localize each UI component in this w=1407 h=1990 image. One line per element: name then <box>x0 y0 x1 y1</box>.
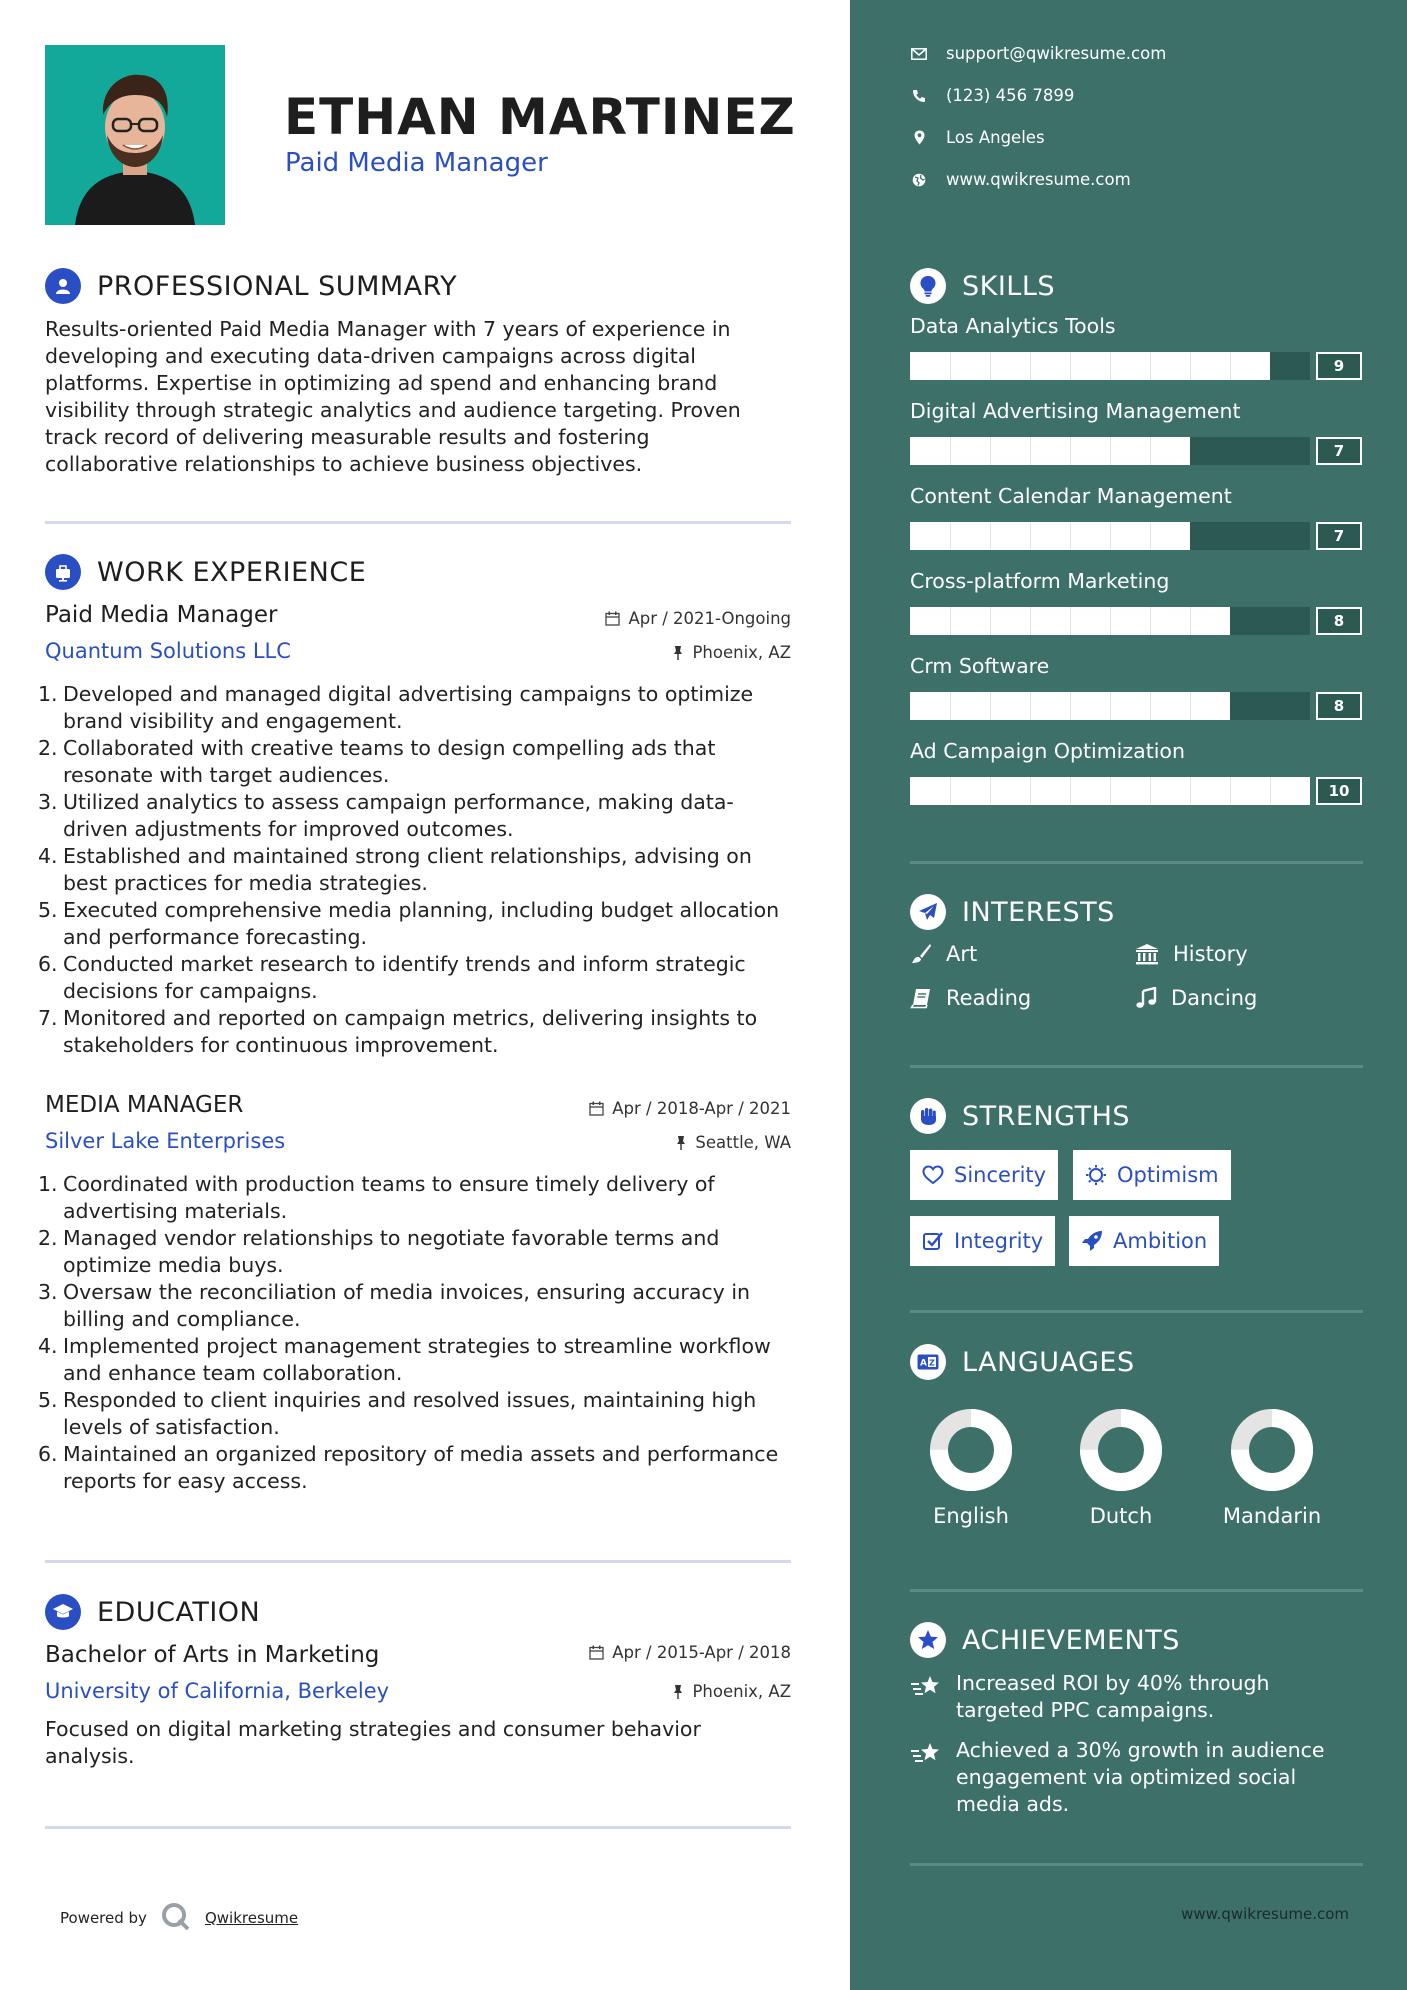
list-item: 5. Executed comprehensive media planning, including budget allocation and performance forecasting. <box>38 898 780 949</box>
interest-art <box>910 942 977 966</box>
achievement-text: Achieved a 30% growth in audience engagement via optimized social media ads. <box>956 1738 1325 1816</box>
strength-integrity <box>910 1216 1055 1266</box>
skill-bar <box>910 352 1310 380</box>
skill-bar-segment <box>1070 352 1071 380</box>
skill-level: 10 <box>1316 777 1362 805</box>
skill-bar-segment <box>1110 692 1111 720</box>
interest-label: History <box>1173 942 1248 966</box>
skill-bar-segment <box>1150 692 1151 720</box>
skill-bar-segment <box>990 437 991 465</box>
skill-bar-segment <box>1110 607 1111 635</box>
job-company: Quantum Solutions LLC <box>45 639 291 663</box>
fist-icon <box>910 1098 946 1134</box>
skill-bar-segment <box>1030 777 1031 805</box>
strength-optimism <box>1073 1150 1231 1200</box>
contact-location-text: Los Angeles <box>946 128 1045 147</box>
calendar-icon <box>605 611 620 626</box>
skill-bar-segment <box>1270 777 1271 805</box>
divider <box>45 1826 791 1829</box>
language-label: Dutch <box>1089 1504 1153 1528</box>
skill-bar-fill <box>910 692 1230 720</box>
list-item: 1. Coordinated with production teams to ensure timely delivery of advertising materials. <box>38 1172 715 1223</box>
graduation-icon <box>45 1594 81 1630</box>
envelope-icon <box>910 48 928 60</box>
skill-level: 7 <box>1316 437 1362 465</box>
skill-bar-segment <box>1150 522 1151 550</box>
contact-phone-text: (123) 456 7899 <box>946 86 1075 105</box>
skill-bar-segment <box>990 777 991 805</box>
job-title: MEDIA MANAGER <box>45 1092 244 1118</box>
sun-icon <box>1085 1164 1107 1186</box>
skill-bar-segment <box>950 437 951 465</box>
strengths-heading <box>910 1098 1130 1134</box>
job-location <box>675 1133 791 1152</box>
strength-label: Ambition <box>1113 1229 1208 1253</box>
skill-level: 8 <box>1316 607 1362 635</box>
achievements-title: ACHIEVEMENTS <box>962 1624 1180 1656</box>
skill-name: Content Calendar Management <box>910 484 1232 508</box>
achievement-item <box>910 1670 1350 1724</box>
language-english <box>911 1408 1031 1528</box>
contact-website-text: www.qwikresume.com <box>946 170 1131 189</box>
skill-bar-segment <box>990 607 991 635</box>
skill-bar-segment <box>1070 777 1071 805</box>
skill-bar-segment <box>1190 777 1191 805</box>
candidate-title: Paid Media Manager <box>285 148 548 178</box>
footer-url[interactable]: www.qwikresume.com <box>1181 1905 1349 1923</box>
job-dates <box>605 609 791 628</box>
contact-email-text: support@qwikresume.com <box>946 44 1167 63</box>
paintbrush-icon <box>910 943 932 965</box>
skill-bar-segment <box>950 692 951 720</box>
skill-bar-segment <box>990 692 991 720</box>
skill-bar-segment <box>950 777 951 805</box>
skill-bar-segment <box>1070 437 1071 465</box>
interests-heading <box>910 894 1115 930</box>
summary-title: PROFESSIONAL SUMMARY <box>97 270 458 302</box>
qwikresume-logo-icon <box>161 1902 191 1934</box>
job-title: Paid Media Manager <box>45 602 278 628</box>
languages-title: LANGUAGES <box>962 1346 1135 1378</box>
achievements-heading <box>910 1622 1180 1658</box>
education-description: Focused on digital marketing strategies and consumer behavior analysis. <box>45 1717 701 1768</box>
skill-bar-fill <box>910 607 1230 635</box>
language-mandarin <box>1212 1408 1332 1528</box>
list-item: 2. Managed vendor relationships to negotiate favorable terms and optimize media buys. <box>38 1226 720 1277</box>
skill-bar-segment <box>1030 607 1031 635</box>
skill-bar-segment <box>1030 437 1031 465</box>
divider <box>45 1560 791 1563</box>
svg-text:A: A <box>920 1358 927 1369</box>
achievement-item <box>910 1737 1350 1818</box>
experience-title: WORK EXPERIENCE <box>97 556 367 588</box>
skills-title: SKILLS <box>962 270 1056 302</box>
qwikresume-link[interactable]: Qwikresume <box>204 1909 299 1927</box>
interest-reading <box>910 986 1031 1010</box>
skill-bar-segment <box>950 522 951 550</box>
interest-history <box>1135 942 1248 966</box>
shooting-star-icon <box>910 1674 942 1700</box>
skill-bar <box>910 437 1310 465</box>
translate-icon <box>910 1344 946 1380</box>
phone-icon <box>910 89 928 103</box>
calendar-icon <box>589 1645 604 1660</box>
list-item: 6. Conducted market research to identify trends and inform strategic decisions for campaigns. <box>38 952 746 1003</box>
star-badge-icon <box>910 1622 946 1658</box>
list-item: 5. Responded to client inquiries and resolved issues, maintaining high levels of satisfaction. <box>38 1388 757 1439</box>
list-item: 4. Implemented project management strategies to streamline workflow and enhance team collaboration. <box>38 1334 771 1385</box>
powered-by <box>60 1902 298 1934</box>
list-item: 2. Collaborated with creative teams to design compelling ads that resonate with target audiences. <box>38 736 716 787</box>
powered-by-label: Powered by <box>60 1909 147 1927</box>
divider <box>910 1589 1363 1592</box>
education-location-text: Phoenix, AZ <box>692 1682 791 1701</box>
skill-bar-segment <box>990 352 991 380</box>
contact-phone[interactable] <box>910 86 1074 105</box>
contact-email[interactable] <box>910 44 1166 63</box>
education-dates-text: Apr / 2015-Apr / 2018 <box>612 1643 791 1662</box>
candidate-name: ETHAN MARTINEZ <box>284 88 796 146</box>
globe-icon <box>910 173 928 187</box>
skill-bar-segment <box>950 352 951 380</box>
language-label: English <box>933 1504 1009 1528</box>
job-dates <box>589 1099 791 1118</box>
music-note-icon <box>1135 987 1157 1009</box>
pin-icon <box>675 1135 687 1150</box>
job-company: Silver Lake Enterprises <box>45 1129 286 1153</box>
skill-bar-segment <box>1070 692 1071 720</box>
job-location-text: Seattle, WA <box>695 1133 791 1152</box>
interest-label: Dancing <box>1171 986 1258 1010</box>
divider <box>910 1065 1363 1068</box>
strength-label: Integrity <box>954 1229 1044 1253</box>
school: University of California, Berkeley <box>45 1679 390 1703</box>
job-bullets <box>38 681 798 1059</box>
skill-bar-fill <box>910 437 1190 465</box>
contact-website[interactable] <box>910 170 1131 189</box>
skill-bar-segment <box>1150 352 1151 380</box>
skill-bar-segment <box>1150 607 1151 635</box>
pin-icon <box>672 645 684 660</box>
divider <box>45 521 791 524</box>
skill-bar-segment <box>1190 352 1191 380</box>
interest-label: Art <box>946 942 978 966</box>
skill-name: Ad Campaign Optimization <box>910 739 1185 763</box>
skill-bar <box>910 777 1310 805</box>
skill-bar-segment <box>950 607 951 635</box>
skill-bar-fill <box>910 777 1310 805</box>
skill-name: Crm Software <box>910 654 1050 678</box>
skill-bar-segment <box>1230 777 1231 805</box>
map-pin-icon <box>910 130 928 145</box>
skill-bar-segment <box>1190 692 1191 720</box>
skill-bar <box>910 522 1310 550</box>
heart-icon <box>922 1165 944 1185</box>
rocket-icon <box>1081 1230 1103 1252</box>
svg-text:Z: Z <box>929 1358 935 1368</box>
list-item: 3. Utilized analytics to assess campaign performance, making data-driven adjustments for improved outcomes. <box>38 790 734 841</box>
strength-label: Sincerity <box>954 1163 1047 1187</box>
skills-heading <box>910 268 1055 304</box>
calendar-icon <box>589 1101 604 1116</box>
language-donut <box>1230 1408 1314 1492</box>
summary-text: Results-oriented Paid Media Manager with 7 years of experience in developing and executing data-driven campaigns across digital platforms. Expertise in optimizing ad spend and enhancing brand visibility through strategic analytics and audience targeting. Proven track record of delivering measurable results and fostering collaborative relationships to achieve business objectives. <box>45 317 741 476</box>
contact-location <box>910 128 1045 147</box>
education-location <box>672 1682 791 1701</box>
job-location-text: Phoenix, AZ <box>692 643 791 662</box>
skill-bar-segment <box>1150 777 1151 805</box>
sidebar <box>850 0 1407 1990</box>
skill-name: Cross-platform Marketing <box>910 569 1170 593</box>
skill-bar-segment <box>1110 437 1111 465</box>
interest-dancing <box>1135 986 1257 1010</box>
degree: Bachelor of Arts in Marketing <box>45 1642 380 1668</box>
divider <box>910 861 1363 864</box>
briefcase-icon <box>45 554 81 590</box>
user-icon <box>45 268 81 304</box>
list-item: 3. Oversaw the reconciliation of media invoices, ensuring accuracy in billing and compliance. <box>38 1280 751 1331</box>
language-dutch <box>1061 1408 1181 1528</box>
book-icon <box>910 987 932 1009</box>
list-item: 4. Established and maintained strong client relationships, advising on best practices for media strategies. <box>38 844 752 895</box>
interests-title: INTERESTS <box>962 896 1115 928</box>
museum-icon <box>1135 943 1159 965</box>
skill-bar-segment <box>1110 777 1111 805</box>
skill-bar-segment <box>1110 522 1111 550</box>
skill-bar-segment <box>1030 522 1031 550</box>
skill-bar-fill <box>910 522 1190 550</box>
paper-plane-icon <box>910 894 946 930</box>
job-dates-text: Apr / 2021-Ongoing <box>628 609 791 628</box>
list-item: 6. Maintained an organized repository of media assets and performance reports for easy access. <box>38 1442 779 1493</box>
skill-name: Digital Advertising Management <box>910 399 1241 423</box>
skill-bar-segment <box>1190 607 1191 635</box>
skill-name: Data Analytics Tools <box>910 314 1116 338</box>
skill-bar-segment <box>1030 352 1031 380</box>
pin-icon <box>672 1684 684 1699</box>
job-location <box>672 643 791 662</box>
strengths-title: STRENGTHS <box>962 1100 1131 1132</box>
strength-ambition <box>1069 1216 1219 1266</box>
skill-bar-segment <box>1070 522 1071 550</box>
education-title: EDUCATION <box>97 1596 261 1628</box>
summary-heading <box>45 268 457 304</box>
divider <box>910 1310 1363 1313</box>
achievement-text: Increased ROI by 40% through targeted PPC campaigns. <box>956 1671 1270 1722</box>
skill-bar <box>910 607 1310 635</box>
skill-level: 9 <box>1316 352 1362 380</box>
language-donut <box>1079 1408 1163 1492</box>
experience-heading <box>45 554 366 590</box>
lightbulb-icon <box>910 268 946 304</box>
skill-bar-fill <box>910 352 1270 380</box>
list-item: 7. Monitored and reported on campaign metrics, delivering insights to stakeholders for continuous improvement. <box>38 1006 758 1057</box>
skill-bar-segment <box>1230 352 1231 380</box>
list-item: 1. Developed and managed digital advertising campaigns to optimize brand visibility and engagement. <box>38 682 754 733</box>
education-dates <box>589 1643 791 1662</box>
job-bullets <box>38 1171 798 1495</box>
checkbox-icon <box>922 1230 944 1252</box>
profile-photo <box>45 45 225 225</box>
strength-sincerity <box>910 1150 1058 1200</box>
language-donut <box>929 1408 1013 1492</box>
skill-level: 7 <box>1316 522 1362 550</box>
divider <box>910 1863 1363 1866</box>
skill-level: 8 <box>1316 692 1362 720</box>
language-label: Mandarin <box>1222 1504 1322 1528</box>
education-heading <box>45 1594 260 1630</box>
skill-bar-segment <box>990 522 991 550</box>
skill-bar <box>910 692 1310 720</box>
skill-bar-segment <box>1030 692 1031 720</box>
shooting-star-icon <box>910 1741 942 1767</box>
skill-bar-segment <box>1110 352 1111 380</box>
skill-bar-segment <box>1070 607 1071 635</box>
skill-bar-segment <box>1150 437 1151 465</box>
languages-heading <box>910 1344 1135 1380</box>
job-dates-text: Apr / 2018-Apr / 2021 <box>612 1099 791 1118</box>
strength-label: Optimism <box>1117 1163 1219 1187</box>
interest-label: Reading <box>946 986 1032 1010</box>
